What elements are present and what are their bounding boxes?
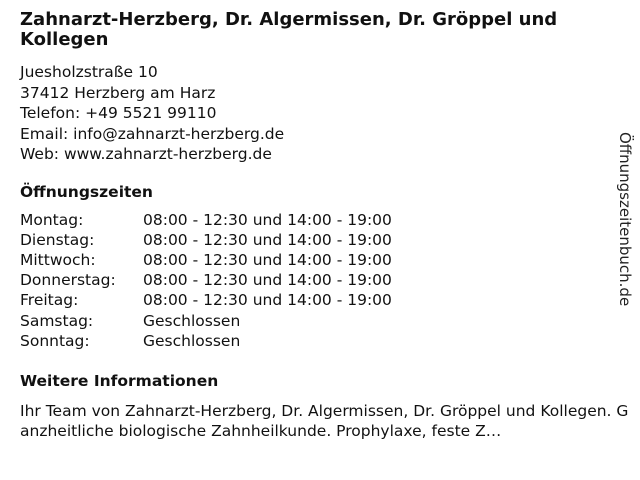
day-label: Samstag: — [20, 311, 94, 330]
hours-row-monday — [20, 210, 620, 230]
site-watermark: Öffnungszeitenbuch.de — [616, 132, 634, 307]
day-label: Montag: — [20, 210, 84, 229]
day-label: Sonntag: — [20, 331, 90, 350]
time-value: Geschlossen — [143, 331, 241, 350]
more-info-text: Ihr Team von Zahnarzt-Herzberg, Dr. Algermissen, Dr. Gröppel und Kollegen. Ganzheitliche biologische Zahnheilkunde. Prophylaxe, feste Z… — [20, 401, 629, 441]
phone-line: Telefon: +49 5521 99110 — [20, 104, 217, 122]
hours-row-tuesday — [20, 230, 620, 250]
time-value: 08:00 - 12:30 und 14:00 - 19:00 — [143, 271, 392, 290]
time-value: 08:00 - 12:30 und 14:00 - 19:00 — [143, 210, 392, 229]
time-value: 08:00 - 12:30 und 14:00 - 19:00 — [143, 250, 392, 269]
hours-row-wednesday — [20, 250, 620, 270]
hours-row-thursday — [20, 270, 620, 290]
email-line: Email: info@zahnarzt-herzberg.de — [20, 124, 285, 143]
street-address: Juesholzstraße 10 — [20, 63, 158, 81]
day-label: Freitag: — [20, 291, 79, 310]
time-value: 08:00 - 12:30 und 14:00 - 19:00 — [143, 230, 392, 249]
hours-row-sunday — [20, 331, 620, 351]
day-label: Dienstag: — [20, 230, 95, 249]
opening-hours-table — [20, 210, 620, 351]
web-line: Web: www.zahnarzt-herzberg.de — [20, 145, 272, 163]
hours-row-friday — [20, 290, 620, 310]
contact-block — [20, 62, 620, 165]
hours-row-saturday — [20, 311, 620, 331]
day-label: Mittwoch: — [20, 250, 96, 269]
more-info-heading: Weitere Informationen — [20, 371, 219, 390]
opening-hours-heading: Öffnungszeiten — [20, 182, 153, 201]
city-address: 37412 Herzberg am Harz — [20, 83, 216, 102]
day-label: Donnerstag: — [20, 271, 116, 290]
time-value: 08:00 - 12:30 und 14:00 - 19:00 — [143, 291, 392, 310]
time-value: Geschlossen — [143, 311, 241, 330]
practice-name: Zahnarzt-Herzberg, Dr. Algermissen, Dr. Gröppel und Kollegen — [20, 9, 558, 50]
